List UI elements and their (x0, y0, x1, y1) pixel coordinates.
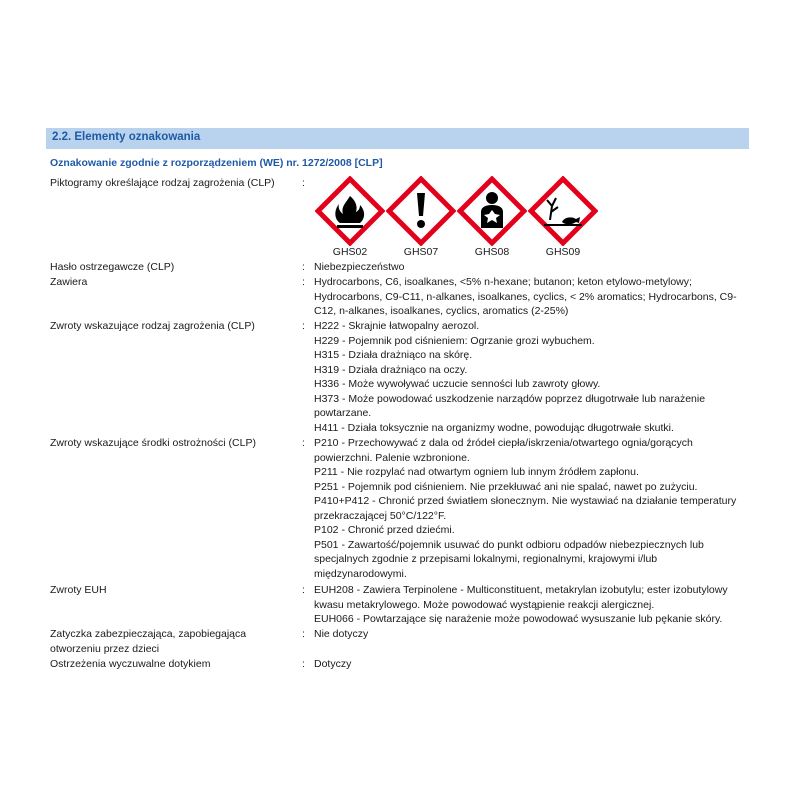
signal-word-label-line: Hasło ostrzegawcze (CLP) (50, 261, 175, 273)
hazard-statements-label (50, 319, 255, 334)
value-line: powierzchni. Palenie wzbronione. (314, 451, 470, 464)
tactile-warning-label (50, 657, 210, 672)
ghs08-label: GHS08 (474, 246, 510, 258)
section-title: 2.2. Elementy oznakowania (52, 131, 201, 143)
precautionary-statements-colon: : (302, 437, 305, 449)
tactile-warning-value (314, 657, 754, 672)
value-line: EUH066 - Powtarzające się narażenie może powodować wysuszanie lub pękanie skóry. (314, 613, 723, 625)
value-line: przekraczającej 50°C/122°F. (314, 509, 447, 522)
child-closure-value (314, 627, 754, 642)
value-line: H411 - Działa toksycznie na organizmy wodne, powodując długotrwałe skutki. (314, 421, 674, 434)
contains-label-line: Zawiera (50, 276, 88, 288)
value-line: Dotyczy (314, 658, 352, 670)
exclamation-icon (386, 176, 456, 246)
value-line: H222 - Skrajnie łatwopalny aerozol. (314, 320, 480, 332)
value-line: H373 - Może powodować uszkodzenie narządów poprzez długotrwałe lub narażenie (314, 392, 706, 405)
value-line: P501 - Zawartość/pojemnik usuwać do punkt odbioru odpadów niebezpiecznych lub (314, 538, 704, 551)
euh-colon: : (302, 584, 305, 596)
euh-label (50, 583, 107, 598)
euh-label-line: Zwroty EUH (50, 584, 107, 596)
hazard-statements-colon: : (302, 320, 305, 332)
child-closure-colon: : (302, 628, 305, 640)
section-header (46, 128, 749, 149)
pictograms-colon: : (302, 177, 305, 189)
value-line: Hydrocarbons, C9-C11, n-alkanes, isoalkanes, cyclics, < 2% aromatics; Hydrocarbons, C9- (314, 290, 737, 303)
tactile-warning-label-line: Ostrzeżenia wyczuwalne dotykiem (50, 658, 211, 670)
hazard-statements-label-line: Zwroty wskazujące rodzaj zagrożenia (CLP) (50, 320, 255, 332)
signal-word-value (314, 260, 754, 275)
hazard-statements-value (314, 319, 754, 435)
precautionary-statements-label-line: Zwroty wskazujące środki ostrożności (CLP) (50, 437, 256, 449)
precautionary-statements-value (314, 436, 754, 581)
precautionary-statements-label (50, 436, 256, 451)
environment-icon (528, 176, 598, 246)
value-line: specjalnych zgodnie z przepisami lokalnymi, regionalnymi, krajowymi i/lub (314, 553, 658, 565)
section-subtitle: Oznakowanie zgodnie z rozporządzeniem (WE) nr. 1272/2008 [CLP] (50, 157, 383, 169)
euh-value (314, 583, 754, 627)
value-line: EUH208 - Zawiera Terpinolene - Multiconstituent, metakrylan izobutylu; ester izobutylowy (314, 584, 728, 596)
health-hazard-icon (457, 176, 527, 246)
value-line: P102 - Chronić przed dziećmi. (314, 524, 455, 536)
contains-label (50, 275, 87, 290)
signal-word-colon: : (302, 261, 305, 273)
value-line: międzynarodowymi. (314, 567, 407, 580)
signal-word-label (50, 260, 174, 275)
contains-value (314, 275, 754, 319)
ghs07-label: GHS07 (403, 246, 439, 258)
ghs09-label: GHS09 (545, 246, 581, 258)
value-line: Hydrocarbons, C6, isoalkanes, <5% n-hexane; butanon; keton etylowo-metylowy; (314, 276, 692, 288)
value-line: H315 - Działa drażniąco na skórę. (314, 349, 473, 361)
value-line: P410+P412 - Chronić przed światłem słonecznym. Nie wystawiać na działanie temperatury (314, 495, 737, 507)
value-line: powtarzane. (314, 407, 372, 419)
value-line: H336 - Może wywoływać uczucie senności lub zawroty głowy. (314, 378, 601, 390)
tactile-warning-colon: : (302, 658, 305, 670)
pictograms-label: Piktogramy określające rodzaj zagrożenia (CLP) (50, 177, 275, 189)
value-line: P251 - Pojemnik pod ciśnieniem. Nie przekłuwać ani nie spalać, nawet po zużyciu. (314, 480, 698, 493)
flame-icon (315, 176, 385, 246)
value-line: H229 - Pojemnik pod ciśnieniem: Ogrzanie grozi wybuchem. (314, 334, 595, 347)
value-line: P211 - Nie rozpylać nad otwartym ogniem lub innym źródłem zapłonu. (314, 466, 639, 478)
child-closure-label (50, 627, 246, 656)
value-line: Nie dotyczy (314, 628, 369, 640)
value-line: kwasu metakrylowego. Może powodować wystąpienie reakcji alergicznej. (314, 598, 655, 611)
child-closure-label-line: Zatyczka zabezpieczająca, zapobiegająca (50, 628, 247, 640)
contains-colon: : (302, 276, 305, 288)
value-line: Niebezpieczeństwo (314, 261, 405, 273)
value-line: H319 - Działa drażniąco na oczy. (314, 363, 468, 376)
ghs02-label: GHS02 (332, 246, 368, 258)
value-line: C12, n-alkanes, isoalkanes, cyclics, aromatics (2-25%) (314, 305, 569, 317)
child-closure-label-line: otworzeniu przez dzieci (50, 642, 160, 655)
value-line: P210 - Przechowywać z dala od źródeł ciepła/iskrzenia/otwartego ognia/gorących (314, 437, 693, 449)
